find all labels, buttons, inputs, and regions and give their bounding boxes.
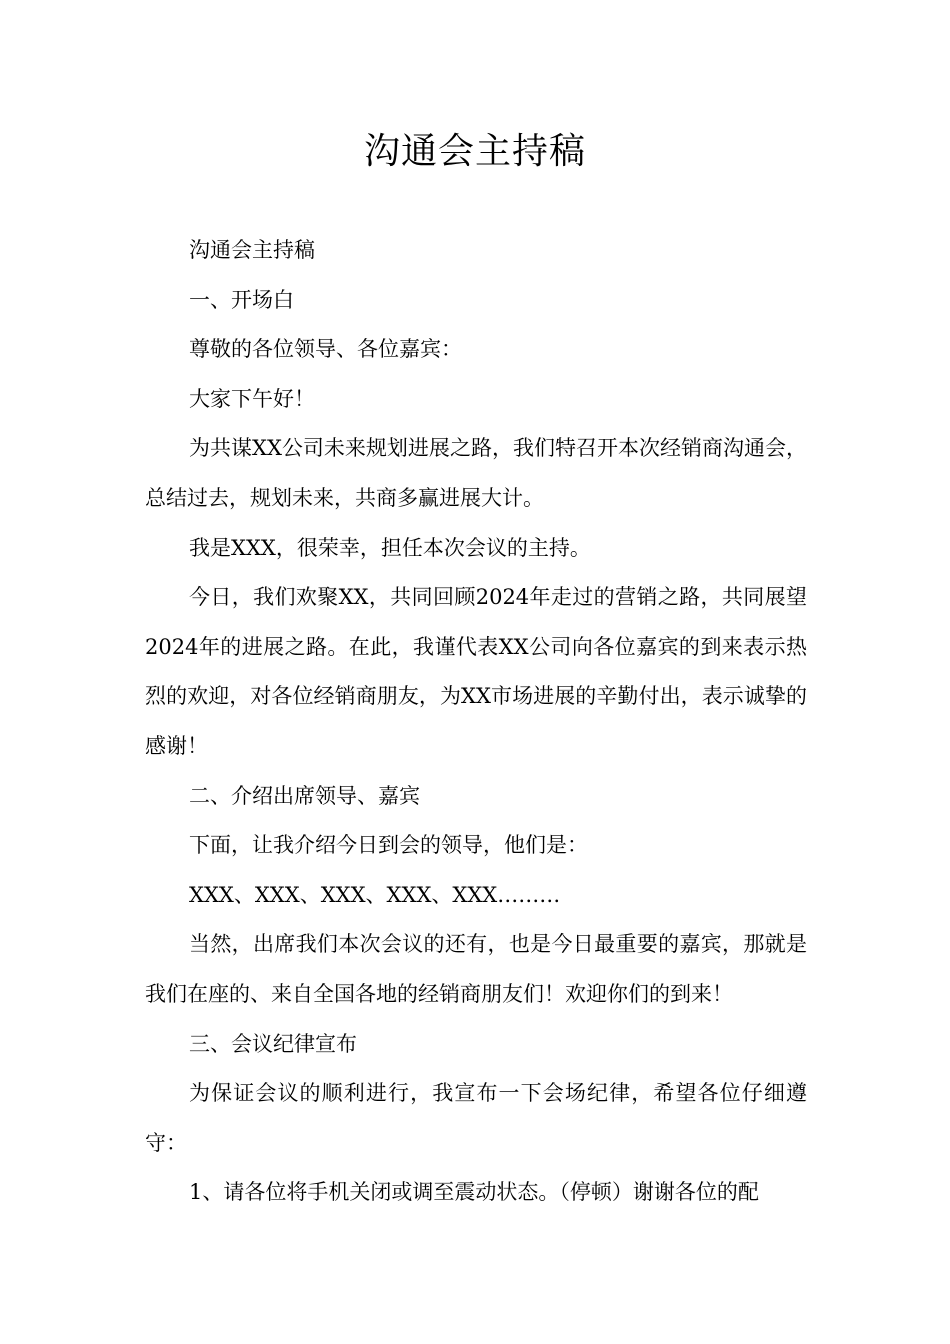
paragraph: 下面，让我介绍今日到会的领导，他们是：: [189, 833, 588, 858]
paragraph: 为保证会议的顺利进行，我宣布一下会场纪律，希望各位仔细遵守：: [145, 1081, 807, 1155]
paragraph: 大家下午好！: [189, 386, 315, 411]
paragraph: 今日，我们欢聚XX，共同回顾2024年走过的营销之路，共同展望2024年的进展之路。在此，我谨代表XX公司向各位嘉宾的到来表示热烈的欢迎，对各位经销商朋友，为XX市场进展的辛勤付出，表示诚挚的感谢！: [145, 585, 807, 758]
paragraph: 尊敬的各位领导、各位嘉宾：: [189, 337, 462, 362]
paragraph: 三、会议纪律宣布: [189, 1031, 357, 1056]
paragraph: 二、介绍出席领导、嘉宾: [189, 783, 420, 808]
paragraph: 一、开场白: [189, 287, 294, 312]
paragraph: 1、请各位将手机关闭或调至震动状态。（停顿）谢谢各位的配: [189, 1180, 759, 1205]
document-title: 沟通会主持稿: [363, 131, 586, 172]
paragraph: 当然，出席我们本次会议的还有，也是今日最重要的嘉宾，那就是我们在座的、来自全国各地的经销商朋友们！欢迎你们的到来！: [145, 932, 807, 1006]
paragraph: 沟通会主持稿: [189, 238, 315, 262]
paragraph: XXX、XXX、XXX、XXX、XXX………: [189, 882, 561, 907]
paragraph: 为共谋XX公司未来规划进展之路，我们特召开本次经销商沟通会，总结过去，规划未来，共商多赢进展大计。: [145, 436, 807, 510]
document-body: [145, 226, 807, 1218]
paragraph: 我是XXX，很荣幸，担任本次会议的主持。: [189, 535, 591, 560]
